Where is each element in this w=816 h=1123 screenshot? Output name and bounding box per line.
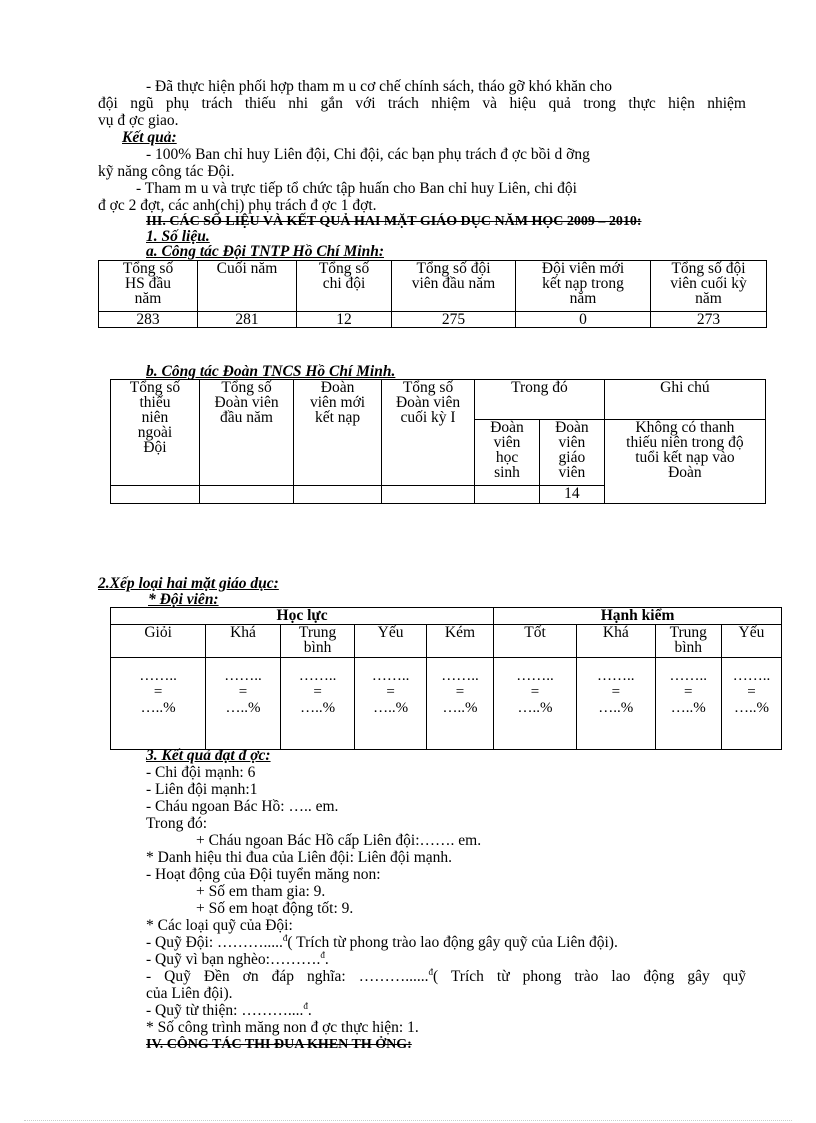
table-c-group-hanh-kiem: Hạnh kiểm	[494, 608, 782, 625]
section-b-heading: b. Công tác Đoàn TNCS Hồ Chí Minh.	[146, 363, 396, 380]
quy-den-on-note: ( Trích từ phong trào lao động gây quỹ	[432, 968, 746, 985]
table-a-value-5: 0	[516, 312, 651, 328]
table-a-header-5: Đội viên mới kết nạp trong năm	[516, 261, 651, 312]
table-a-value-2: 281	[198, 312, 297, 328]
table-a-header-2: Cuối năm	[198, 261, 297, 312]
quy-den-on-label: - Quỹ Đền ơn đáp nghĩa: ………......	[146, 968, 429, 985]
currency-sup-1: đ	[282, 932, 288, 943]
intro-line-5: kỹ năng công tác Đội.	[98, 163, 235, 180]
results-line-8: + Số em tham gia: 9.	[196, 883, 326, 900]
results-line-14: của Liên đội).	[146, 985, 233, 1002]
table-c-cell-7: …….. = …..%	[576, 658, 655, 750]
intro-line-3: vụ đ ợc giao.	[98, 112, 179, 129]
currency-sup-3: đ	[428, 966, 433, 977]
table-doi-statistics	[98, 260, 767, 328]
table-c-col-gioi: Giỏi	[111, 625, 206, 658]
table-b-value-6: 14	[539, 486, 604, 504]
table-c-col-tot: Tốt	[494, 625, 577, 658]
quy-doi-label: - Quỹ Đội: ……….....	[146, 934, 283, 951]
results-line-9: + Số em hoạt động tốt: 9.	[196, 900, 354, 917]
results-heading: 3. Kết quả đạt đ ợc:	[146, 747, 271, 764]
table-c-group-hoc-luc: Học lực	[111, 608, 494, 625]
results-line-2: - Liên đội mạnh:1	[146, 781, 258, 798]
intro-line-6: - Tham m u và trực tiếp tổ chức tập huấn cho Ban chỉ huy Liên, chi đội	[136, 180, 577, 197]
table-c-col-kha: Khá	[206, 625, 281, 658]
table-c-col-yeu-hk: Yếu	[721, 625, 781, 658]
results-line-16: * Số công trình măng non đ ợc thực hiện: 1.	[146, 1019, 419, 1036]
table-a-value-4: 275	[392, 312, 516, 328]
section-3-sub-1: 1. Số liệu.	[146, 228, 210, 245]
table-b-header-ghi-chu: Ghi chú	[604, 380, 765, 420]
table-a-value-6: 273	[651, 312, 767, 328]
table-c-cell-3: …….. = …..%	[280, 658, 355, 750]
table-c-cell-5: …….. = …..%	[426, 658, 493, 750]
results-line-12: - Quỹ vì bạn nghèo:……….$^đ$.	[146, 949, 329, 968]
table-c-cell-4: …….. = …..%	[355, 658, 426, 750]
results-line-1: - Chi đội mạnh: 6	[146, 764, 256, 781]
table-doan-statistics	[110, 379, 766, 504]
table-b-header-cuoi-ky: Tổng số Đoàn viên cuối kỳ I	[381, 380, 474, 486]
intro-line-7: đ ợc 2 đợt, các anh(chị) phụ trách đ ợc 1 đợt.	[98, 197, 377, 214]
table-b-header-doan-vien-moi: Đoàn viên mới kết nạp	[294, 380, 382, 486]
table-a-value-3: 12	[297, 312, 392, 328]
table-b-header-hoc-sinh: Đoàn viên học sinh	[475, 420, 540, 486]
intro-line-4: - 100% Ban chỉ huy Liên đội, Chi đội, các bạn phụ trách đ ợc bồi d ỡng	[146, 146, 590, 163]
table-b-value-4	[381, 486, 474, 504]
section-3-heading: III. CÁC SỐ LIỆU VÀ KẾT QUẢ HAI MẶT GIÁO DỤC NĂM HỌC 2009 – 2010:	[146, 214, 642, 229]
results-line-11	[146, 932, 618, 951]
table-b-value-1	[111, 486, 200, 504]
table-a-header-4: Tổng số đội viên đầu năm	[392, 261, 516, 312]
table-c-col-yeu: Yếu	[355, 625, 426, 658]
table-b-value-2	[199, 486, 293, 504]
results-line-5: + Cháu ngoan Bác Hồ cấp Liên đội:……. em.	[196, 832, 482, 849]
results-line-6: * Danh hiệu thi đua của Liên đội: Liên đội mạnh.	[146, 849, 453, 866]
table-c-col-kem: Kém	[426, 625, 493, 658]
table-b-header-thieu-nien: Tổng số thiếu niên ngoài Đội	[111, 380, 200, 486]
intro-line-1: - Đã thực hiện phối hợp tham m u cơ chế chính sách, tháo gỡ khó khăn cho	[146, 78, 613, 95]
section-2-sub: * Đội viên:	[148, 591, 219, 608]
result-heading: Kết quả:	[122, 129, 177, 146]
table-b-note: Không có thanh thiếu niên trong độ tuổi kết nạp vào Đoàn	[604, 420, 765, 504]
table-c-cell-8: …….. = …..%	[655, 658, 721, 750]
quy-tu-thien-label: - Quỹ từ thiện: ………....	[146, 1002, 304, 1019]
table-xep-loai	[110, 607, 782, 750]
table-a-header-1: Tổng số HS đầu năm	[99, 261, 198, 312]
table-a-header-6: Tổng số đội viên cuối kỳ năm	[651, 261, 767, 312]
section-4-heading: IV. CÔNG TÁC THI ĐUA KHEN TH ỞNG:	[146, 1037, 412, 1052]
intro-line-2: đội ngũ phụ trách thiếu nhi gắn với trách nhiệm và hiệu quả trong thực hiện nhiệm	[98, 95, 746, 112]
section-2-heading: 2.Xếp loại hai mặt giáo dục:	[98, 575, 279, 592]
table-a-value-1: 283	[99, 312, 198, 328]
table-c-cell-2: …….. = …..%	[206, 658, 281, 750]
table-b-value-3	[294, 486, 382, 504]
results-line-10: * Các loại quỹ của Đội:	[146, 917, 293, 934]
table-c-col-trung-binh: Trung bình	[280, 625, 355, 658]
currency-sup-2: đ	[320, 949, 325, 960]
results-line-13	[146, 966, 746, 985]
currency-sup-4: đ	[303, 1000, 308, 1011]
table-b-header-giao-vien: Đoàn viên giáo viên	[539, 420, 604, 486]
page-bottom-divider	[24, 1120, 792, 1121]
table-a-header-3: Tổng số chi đội	[297, 261, 392, 312]
table-c-col-trung-binh-hk: Trung bình	[655, 625, 721, 658]
results-line-4: Trong đó:	[146, 815, 208, 832]
quy-ban-ngheo-label: - Quỹ vì bạn nghèo:……….	[146, 951, 321, 968]
section-3-sub-a: a. Công tác Đội TNTP Hồ Chí Minh:	[146, 243, 384, 260]
table-b-header-trong-do: Trong đó	[475, 380, 605, 420]
quy-doi-note: ( Trích từ phong trào lao động gây quỹ của Liên đội).	[287, 934, 618, 951]
table-c-cell-1: …….. = …..%	[111, 658, 206, 750]
table-c-cell-6: …….. = …..%	[494, 658, 577, 750]
table-c-cell-9: …….. = …..%	[721, 658, 781, 750]
results-line-15: - Quỹ từ thiện: ………....$^đ$.	[146, 1000, 312, 1019]
results-line-7: - Hoạt động của Đội tuyển măng non:	[146, 866, 381, 883]
table-c-col-kha-hk: Khá	[576, 625, 655, 658]
table-b-value-5	[475, 486, 540, 504]
table-b-header-doan-vien-dau-nam: Tổng số Đoàn viên đầu năm	[199, 380, 293, 486]
results-line-3: - Cháu ngoan Bác Hồ: ….. em.	[146, 798, 339, 815]
